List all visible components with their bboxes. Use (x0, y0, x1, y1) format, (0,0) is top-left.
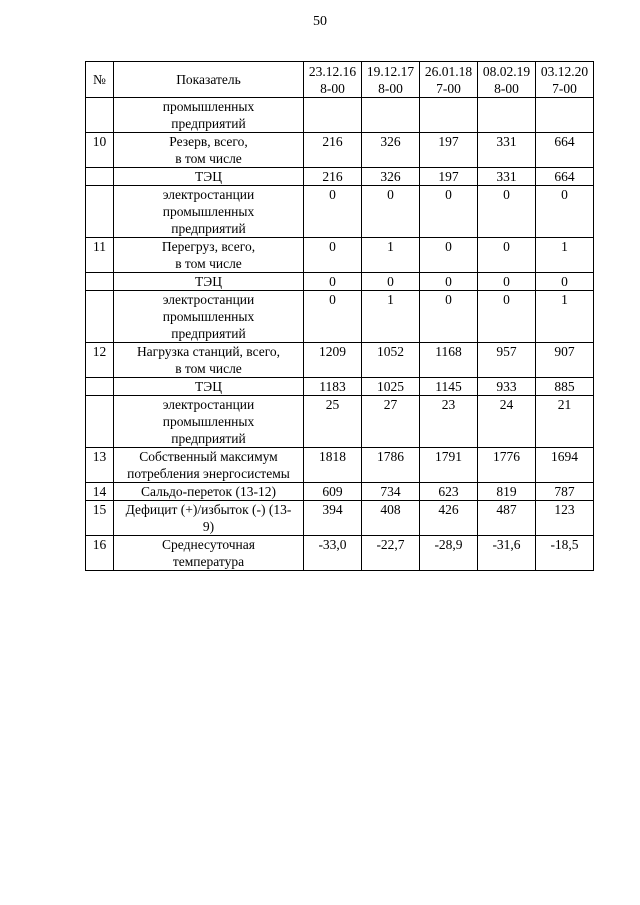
data-table (85, 61, 594, 571)
row-label: электростанции промышленных предприятий (114, 186, 304, 238)
header-date: 23.12.16 8-00 (304, 62, 362, 98)
value-cell: -31,6 (478, 536, 536, 571)
value-cell: 23 (420, 396, 478, 448)
header-indicator: Показатель (114, 62, 304, 98)
row-label: Резерв, всего, в том числе (114, 133, 304, 168)
row-number: 11 (86, 238, 114, 273)
row-number (86, 186, 114, 238)
header-num: № (86, 62, 114, 98)
row-label: ТЭЦ (114, 378, 304, 396)
page-number: 50 (313, 14, 327, 29)
value-cell: 331 (478, 168, 536, 186)
value-cell: 1791 (420, 448, 478, 483)
row-number (86, 273, 114, 291)
value-cell: 1052 (362, 343, 420, 378)
row-number (86, 396, 114, 448)
value-cell: 734 (362, 483, 420, 501)
row-label: ТЭЦ (114, 168, 304, 186)
table-row (86, 186, 594, 238)
value-cell: 1025 (362, 378, 420, 396)
table-row (86, 98, 594, 133)
row-number: 13 (86, 448, 114, 483)
value-cell: 123 (536, 501, 594, 536)
value-cell: 0 (420, 273, 478, 291)
value-cell: 0 (420, 238, 478, 273)
value-cell: 1 (362, 291, 420, 343)
value-cell: 623 (420, 483, 478, 501)
row-label: Перегруз, всего, в том числе (114, 238, 304, 273)
header-date: 26.01.18 7-00 (420, 62, 478, 98)
row-label: ТЭЦ (114, 273, 304, 291)
value-cell: 957 (478, 343, 536, 378)
value-cell (304, 98, 362, 133)
value-cell: 1209 (304, 343, 362, 378)
value-cell: 1786 (362, 448, 420, 483)
row-number (86, 98, 114, 133)
header-date: 19.12.17 8-00 (362, 62, 420, 98)
row-label: Среднесуточная температура (114, 536, 304, 571)
value-cell: 0 (304, 291, 362, 343)
value-cell: -28,9 (420, 536, 478, 571)
table-row (86, 448, 594, 483)
value-cell: 787 (536, 483, 594, 501)
table-row (86, 133, 594, 168)
value-cell: -18,5 (536, 536, 594, 571)
value-cell: 197 (420, 168, 478, 186)
value-cell: 1 (536, 291, 594, 343)
header-date: 08.02.19 8-00 (478, 62, 536, 98)
row-number: 12 (86, 343, 114, 378)
table-row (86, 168, 594, 186)
table-row (86, 501, 594, 536)
table-row (86, 483, 594, 501)
table-row (86, 273, 594, 291)
row-number: 16 (86, 536, 114, 571)
value-cell: 25 (304, 396, 362, 448)
row-number: 15 (86, 501, 114, 536)
value-cell (362, 98, 420, 133)
value-cell: 197 (420, 133, 478, 168)
table-row (86, 291, 594, 343)
value-cell: 1818 (304, 448, 362, 483)
value-cell: 426 (420, 501, 478, 536)
value-cell: 24 (478, 396, 536, 448)
value-cell: 933 (478, 378, 536, 396)
value-cell (478, 98, 536, 133)
value-cell: 1168 (420, 343, 478, 378)
row-label: Сальдо-переток (13-12) (114, 483, 304, 501)
row-label: Нагрузка станций, всего, в том числе (114, 343, 304, 378)
table-body (86, 98, 594, 571)
value-cell: 0 (536, 273, 594, 291)
value-cell: 0 (420, 291, 478, 343)
value-cell: 21 (536, 396, 594, 448)
value-cell: 0 (304, 186, 362, 238)
table-header-row (86, 62, 594, 98)
value-cell: 487 (478, 501, 536, 536)
value-cell: 1776 (478, 448, 536, 483)
value-cell: 907 (536, 343, 594, 378)
row-number (86, 378, 114, 396)
value-cell: 664 (536, 133, 594, 168)
value-cell (536, 98, 594, 133)
table-row (86, 378, 594, 396)
value-cell: 326 (362, 168, 420, 186)
row-label: Собственный максимум потребления энергосистемы (114, 448, 304, 483)
value-cell: 394 (304, 501, 362, 536)
value-cell: 0 (362, 273, 420, 291)
value-cell: 216 (304, 168, 362, 186)
value-cell: 408 (362, 501, 420, 536)
value-cell (420, 98, 478, 133)
value-cell: 0 (536, 186, 594, 238)
value-cell: -33,0 (304, 536, 362, 571)
value-cell: 819 (478, 483, 536, 501)
row-number (86, 291, 114, 343)
value-cell: 1 (362, 238, 420, 273)
value-cell: 0 (478, 291, 536, 343)
table-row (86, 536, 594, 571)
value-cell: 0 (304, 238, 362, 273)
value-cell: 0 (362, 186, 420, 238)
value-cell: 609 (304, 483, 362, 501)
value-cell: 0 (478, 273, 536, 291)
value-cell: 326 (362, 133, 420, 168)
value-cell: 1694 (536, 448, 594, 483)
value-cell: 885 (536, 378, 594, 396)
value-cell: 0 (420, 186, 478, 238)
row-label: Дефицит (+)/избыток (-) (13- 9) (114, 501, 304, 536)
value-cell: 1183 (304, 378, 362, 396)
value-cell: 1145 (420, 378, 478, 396)
table-row (86, 396, 594, 448)
row-number: 10 (86, 133, 114, 168)
value-cell: 0 (304, 273, 362, 291)
value-cell: 0 (478, 238, 536, 273)
row-number (86, 168, 114, 186)
table-row (86, 238, 594, 273)
value-cell: 664 (536, 168, 594, 186)
value-cell: 1 (536, 238, 594, 273)
row-label: промышленных предприятий (114, 98, 304, 133)
value-cell: 331 (478, 133, 536, 168)
value-cell: 0 (478, 186, 536, 238)
value-cell: 216 (304, 133, 362, 168)
row-label: электростанции промышленных предприятий (114, 291, 304, 343)
value-cell: 27 (362, 396, 420, 448)
table-row (86, 343, 594, 378)
row-label: электростанции промышленных предприятий (114, 396, 304, 448)
value-cell: -22,7 (362, 536, 420, 571)
header-date: 03.12.20 7-00 (536, 62, 594, 98)
row-number: 14 (86, 483, 114, 501)
